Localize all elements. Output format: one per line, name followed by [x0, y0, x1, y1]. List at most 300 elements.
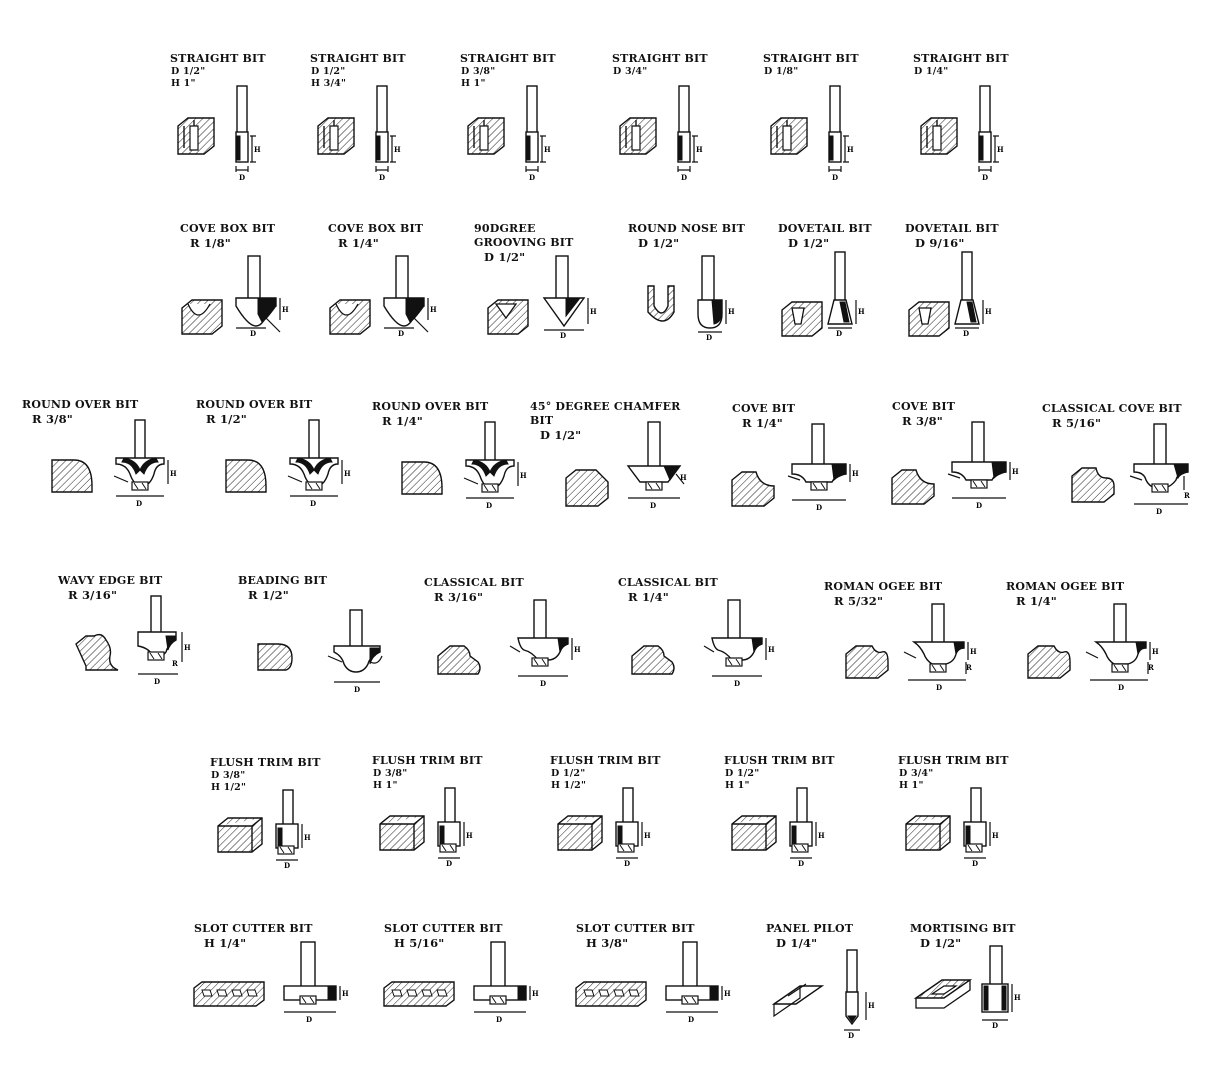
workpiece-profile: [52, 460, 92, 492]
bit-dimension: D 1/2": [311, 65, 346, 77]
dim-line: [236, 166, 248, 172]
bit-title: COVE BIT: [892, 400, 956, 413]
bit-cove-box: [180, 222, 350, 372]
bit-dimension: R 3/8": [902, 413, 943, 428]
bit-round-over: [372, 400, 542, 550]
shank: [556, 256, 568, 300]
bit-drawing: [530, 400, 700, 550]
bit-dimension: D 3/8": [211, 769, 246, 781]
dim-line: [979, 166, 991, 172]
bit-dimension: R 5/16": [1052, 415, 1102, 430]
bit-title: DOVETAIL BIT: [905, 222, 999, 235]
dim-letter: H: [852, 469, 859, 478]
dim-letter: D: [992, 1021, 999, 1030]
dim-letter: H: [532, 989, 539, 998]
dim-letter: D: [239, 173, 246, 182]
radius-arrow: [114, 476, 128, 482]
shank: [797, 788, 807, 824]
bit-dimension: H 1": [725, 779, 750, 791]
dim-letter: D: [650, 501, 657, 510]
bit-title: CLASSICAL BIT: [424, 576, 524, 589]
dim-letter: H: [544, 145, 551, 154]
dim-letter: D: [1118, 683, 1125, 692]
dim-letter: H: [282, 305, 289, 314]
bit-dimension: D 1/8": [764, 65, 799, 77]
cutter-blade: [166, 636, 176, 650]
bit-title: CLASSICAL COVE BIT: [1042, 402, 1182, 415]
bit-title: ROUND OVER BIT: [196, 398, 313, 411]
bit-dimension: R 1/4": [338, 235, 379, 250]
bit-dimension: R 1/2": [248, 587, 289, 602]
dim-letter: H: [680, 473, 687, 482]
dim-letter: D: [734, 679, 741, 688]
cutter-blade: [518, 986, 526, 1000]
bit-drawing: [210, 756, 380, 906]
dim-letter: D: [624, 859, 631, 868]
slot-groove: [247, 990, 257, 996]
bit-drawing: [1006, 580, 1176, 730]
bit-straight: [460, 52, 630, 202]
bit-title: STRAIGHT BIT: [763, 52, 859, 65]
shank: [491, 942, 505, 988]
bit-drawing: [238, 574, 408, 724]
bit-drawing: [612, 52, 782, 202]
slot-groove: [599, 990, 609, 996]
bit-classical: [424, 576, 594, 726]
dim-letter: D: [250, 329, 257, 338]
bit-dimension: R 3/8": [32, 411, 73, 426]
cutter-blade: [328, 986, 336, 1000]
bit-dimension: D 3/4": [613, 65, 648, 77]
bit-title: ROUND OVER BIT: [372, 400, 489, 413]
bit-dimension: D 1/4": [914, 65, 949, 77]
bit-classical: [618, 576, 788, 726]
bit-dimension: H 1": [373, 779, 398, 791]
dim-letter: H: [970, 647, 977, 656]
dim-letter: H: [997, 145, 1004, 154]
cutter-blade: [792, 826, 796, 844]
cutter-blade: [752, 638, 762, 652]
slot-groove: [422, 990, 432, 996]
dim-letter: H: [1014, 993, 1021, 1002]
dim-line: [829, 166, 841, 172]
dim-letter: H: [728, 307, 735, 316]
bit-wavy: [58, 574, 228, 724]
bit-drawing: [550, 754, 720, 904]
dim-letter: D: [446, 859, 453, 868]
dim-letter: H: [520, 471, 527, 480]
bit-title: COVE BIT: [732, 402, 796, 415]
bit-title: SLOT CUTTER BIT: [576, 922, 695, 935]
workpiece-profile: [892, 470, 934, 504]
shank: [990, 946, 1002, 986]
bit-dimension: R 1/4": [742, 415, 783, 430]
bit-title: STRAIGHT BIT: [460, 52, 556, 65]
workpiece-profile: [732, 816, 776, 850]
dim-letter: D: [560, 331, 567, 340]
bit-drawing: [424, 576, 594, 726]
bit-dimension: R 1/4": [382, 413, 423, 428]
radius-arrow: [414, 318, 428, 332]
bit-dimension: R 5/32": [834, 593, 884, 608]
workpiece-profile: [558, 816, 602, 850]
dim-letter: D: [848, 1031, 855, 1040]
bit-drawing: [763, 52, 933, 202]
bit-drawing: [905, 222, 1075, 372]
dim-letter: H: [1012, 467, 1019, 476]
slot-groove: [614, 990, 624, 996]
workpiece-profile: [906, 816, 950, 850]
bit-ogee: [1006, 580, 1176, 730]
bit-flush: [898, 754, 1068, 904]
bit-drawing: [824, 580, 994, 730]
shank: [972, 422, 984, 464]
workpiece-profile: [632, 646, 674, 674]
dim-letter: H: [170, 469, 177, 478]
bit-slot: [576, 922, 746, 1072]
bit-drawing: [892, 400, 1062, 550]
bit-dimension: H 1": [899, 779, 924, 791]
shank: [932, 604, 944, 644]
groove: [783, 126, 791, 150]
bit-dimension: H 3/8": [586, 935, 629, 950]
dim-letter: D: [798, 859, 805, 868]
bit-title: ROUND NOSE BIT: [628, 222, 745, 235]
slot-groove: [407, 990, 417, 996]
workpiece-profile: [846, 646, 888, 678]
dim-letter: R: [966, 663, 972, 672]
bit-round-over: [22, 398, 192, 548]
bit-title: STRAIGHT BIT: [310, 52, 406, 65]
cutter-blade: [1136, 642, 1146, 654]
dim-letter: D: [976, 501, 983, 510]
shank: [283, 790, 293, 826]
bit-dimension: R 1/8": [190, 235, 231, 250]
bit-drawing: [576, 922, 746, 1072]
slot-groove: [584, 990, 594, 996]
shank: [702, 256, 714, 302]
bit-round-over: [196, 398, 366, 548]
bit-ogee: [824, 580, 994, 730]
workpiece-profile: [1028, 646, 1070, 678]
bit-title: BEADING BIT: [238, 574, 328, 587]
radius-arrow: [1130, 476, 1142, 480]
shank: [835, 252, 845, 302]
shank: [683, 942, 697, 988]
bit-flush: [372, 754, 542, 904]
dim-letter: H: [342, 989, 349, 998]
dim-letter: H: [768, 645, 775, 654]
slot-groove: [232, 990, 242, 996]
dim-letter: R: [172, 659, 178, 668]
bit-v-groove: [474, 222, 644, 372]
dim-letter: H: [184, 643, 191, 652]
dim-letter: H: [818, 831, 825, 840]
dim-letter: D: [354, 685, 361, 694]
dim-letter: H: [858, 307, 865, 316]
bit-drawing: [22, 398, 192, 548]
bit-drawing: [328, 222, 498, 372]
bit-slot: [384, 922, 554, 1072]
shank: [377, 86, 387, 134]
bit-round-nose: [628, 222, 798, 372]
shank: [301, 942, 315, 988]
cutter-body: [544, 298, 584, 326]
bit-cove-box: [328, 222, 498, 372]
radius-arrow: [948, 474, 960, 478]
groove: [632, 126, 640, 150]
bit-straight: [763, 52, 933, 202]
dim-line: [526, 166, 538, 172]
cutter-blade: [984, 986, 988, 1010]
dim-letter: H: [394, 145, 401, 154]
shank: [350, 610, 362, 648]
dim-line: [376, 166, 388, 172]
bit-dimension: R 1/2": [206, 411, 247, 426]
bit-title: SLOT CUTTER BIT: [384, 922, 503, 935]
bit-title: FLUSH TRIM BIT: [550, 754, 661, 767]
bit-dimension: R 1/4": [1016, 593, 1057, 608]
bit-cove: [892, 400, 1062, 550]
groove: [933, 126, 941, 150]
bit-title: ROUND OVER BIT: [22, 398, 139, 411]
dim-letter: D: [154, 677, 161, 686]
dim-letter: H: [344, 469, 351, 478]
cutter-blade: [278, 828, 282, 846]
bit-dimension: H 1": [461, 77, 486, 89]
dim-letter: D: [398, 329, 405, 338]
bit-drawing: [724, 754, 894, 904]
bit-cove: [732, 402, 902, 552]
shank: [679, 86, 689, 134]
bit-dimension: D 1/2": [551, 767, 586, 779]
dim-letter: H: [254, 145, 261, 154]
radius-arrow: [1086, 652, 1098, 658]
dim-letter: H: [696, 145, 703, 154]
workpiece-profile: [380, 816, 424, 850]
shank: [623, 788, 633, 824]
bit-dimension: D 1/2": [171, 65, 206, 77]
dim-letter: H: [644, 831, 651, 840]
dim-letter: D: [982, 173, 989, 182]
bit-title: ROMAN OGEE BIT: [1006, 580, 1125, 593]
bit-dimension: H 1": [171, 77, 196, 89]
dim-letter: D: [310, 499, 317, 508]
shank: [830, 86, 840, 134]
cutter-blade: [980, 136, 983, 160]
bit-drawing: [460, 52, 630, 202]
dim-letter: H: [992, 831, 999, 840]
dim-letter: R: [1184, 491, 1190, 500]
dim-letter: D: [681, 173, 688, 182]
bit-title: FLUSH TRIM BIT: [372, 754, 483, 767]
bit-dimension: H 1/2": [551, 779, 587, 791]
shank: [847, 950, 857, 994]
bit-title: COVE BOX BIT: [180, 222, 276, 235]
cutter-blade: [237, 136, 240, 160]
groove: [190, 126, 198, 150]
dim-letter: H: [1152, 647, 1159, 656]
shank: [527, 86, 537, 134]
bit-slot: [194, 922, 364, 1072]
cutter-blade: [832, 464, 846, 480]
cutter-blade: [1002, 986, 1006, 1010]
shank: [309, 420, 319, 460]
bit-dimension: D 1/2": [788, 235, 830, 250]
bit-drawing: [384, 922, 554, 1072]
shank: [1154, 424, 1166, 466]
dim-letter: D: [486, 501, 493, 510]
shank: [962, 252, 972, 302]
cutter-blade: [618, 826, 622, 844]
workpiece-profile: [226, 460, 266, 492]
radius-arrow: [904, 652, 916, 658]
shank: [151, 596, 161, 634]
bit-drawing: [310, 52, 480, 202]
cutter-blade: [440, 826, 444, 844]
shank: [237, 86, 247, 134]
bit-classical-cove: [1042, 402, 1212, 552]
dim-letter: D: [529, 173, 536, 182]
bit-title: 45° DEGREE CHAMFER BIT: [530, 400, 681, 427]
shank: [812, 424, 824, 466]
slot-groove: [629, 990, 639, 996]
dim-letter: D: [706, 333, 713, 342]
bit-chamfer: [530, 400, 700, 550]
shank: [248, 256, 260, 300]
bit-drawing: [58, 574, 228, 724]
bit-dimension: D 3/8": [373, 767, 408, 779]
dim-letter: H: [430, 305, 437, 314]
bit-drawing: [910, 922, 1080, 1072]
cutter-blade: [954, 642, 964, 654]
bit-title: WAVY EDGE BIT: [58, 574, 163, 587]
bit-title: STRAIGHT BIT: [612, 52, 708, 65]
bit-drawing: [1042, 402, 1212, 552]
dim-letter: H: [985, 307, 992, 316]
bit-dimension: D 9/16": [915, 235, 965, 250]
slot-groove: [202, 990, 212, 996]
bit-dimension: D 1/2": [484, 249, 526, 264]
bit-dimension: D 1/4": [776, 935, 818, 950]
bit-title: MORTISING BIT: [910, 922, 1016, 935]
dim-letter: D: [688, 1015, 695, 1024]
shank: [485, 422, 495, 462]
cutter-blade: [710, 986, 718, 1000]
cutter-blade: [679, 136, 682, 160]
shank: [445, 788, 455, 824]
dim-letter: H: [574, 645, 581, 654]
bit-drawing: [372, 754, 542, 904]
dim-letter: D: [379, 173, 386, 182]
bit-title: COVE BOX BIT: [328, 222, 424, 235]
bit-drawing: [474, 222, 644, 372]
bit-dimension: D 1/2": [920, 935, 962, 950]
dim-letter: D: [936, 683, 943, 692]
dim-letter: H: [304, 833, 311, 842]
bit-dimension: H 1/4": [204, 935, 247, 950]
dim-letter: H: [724, 989, 731, 998]
workpiece-profile: [402, 462, 442, 494]
dim-letter: D: [306, 1015, 313, 1024]
groove: [480, 126, 488, 150]
bit-title: STRAIGHT BIT: [170, 52, 266, 65]
slot-groove: [437, 990, 447, 996]
bit-title: FLUSH TRIM BIT: [898, 754, 1009, 767]
workpiece-profile: [648, 286, 674, 321]
dim-letter: H: [868, 1001, 875, 1010]
dim-letter: D: [540, 679, 547, 688]
bit-dimension: D 1/2": [540, 427, 582, 442]
dim-letter: H: [847, 145, 854, 154]
shank: [1114, 604, 1126, 644]
workpiece-profile: [566, 470, 608, 506]
cutter-blade: [992, 462, 1006, 478]
bit-dimension: D 1/2": [638, 235, 680, 250]
bit-dimension: H 3/4": [311, 77, 347, 89]
workpiece-profile: [1072, 468, 1114, 502]
bit-drawing: [732, 402, 902, 552]
bit-mortise: [910, 922, 1080, 1072]
bit-straight: [913, 52, 1083, 202]
radius-arrow: [510, 646, 520, 652]
bit-beading: [238, 574, 408, 724]
workpiece-profile: [76, 635, 118, 670]
bit-drawing: [898, 754, 1068, 904]
bit-straight: [310, 52, 480, 202]
cutter-blade: [966, 826, 970, 844]
bit-drawing: [372, 400, 542, 550]
bit-drawing: [628, 222, 798, 372]
dim-letter: D: [832, 173, 839, 182]
cutter-blade: [377, 136, 380, 160]
workpiece-profile: [438, 646, 480, 674]
bit-drawing: [194, 922, 364, 1072]
bit-dimension: R 3/16": [434, 589, 484, 604]
bit-dimension: D 3/4": [899, 767, 934, 779]
workpiece-profile: [732, 472, 774, 506]
workpiece-profile: [258, 644, 292, 670]
shank: [135, 420, 145, 460]
radius-arrow: [464, 478, 478, 484]
shank: [396, 256, 408, 300]
bit-title: PANEL PILOT: [766, 922, 854, 935]
workpiece-profile: [218, 818, 262, 852]
dim-letter: D: [816, 503, 823, 512]
bit-title: FLUSH TRIM BIT: [210, 756, 321, 769]
bit-straight: [612, 52, 782, 202]
radius-arrow: [788, 476, 800, 480]
bit-title: ROMAN OGEE BIT: [824, 580, 943, 593]
bit-dovetail: [905, 222, 1075, 372]
bit-drawing: [618, 576, 788, 726]
radius-arrow: [266, 318, 280, 332]
bit-flush: [550, 754, 720, 904]
shank: [648, 422, 660, 468]
bit-title: DOVETAIL BIT: [778, 222, 872, 235]
dim-letter: D: [136, 499, 143, 508]
cutter-blade: [527, 136, 530, 160]
bit-title: SLOT CUTTER BIT: [194, 922, 313, 935]
dim-letter: R: [1148, 663, 1154, 672]
slot-groove: [217, 990, 227, 996]
bit-drawing: [180, 222, 350, 372]
dim-letter: D: [963, 329, 970, 338]
bit-drawing: [913, 52, 1083, 202]
bit-dimension: H 5/16": [394, 935, 445, 950]
slot-groove: [392, 990, 402, 996]
dim-letter: H: [466, 831, 473, 840]
